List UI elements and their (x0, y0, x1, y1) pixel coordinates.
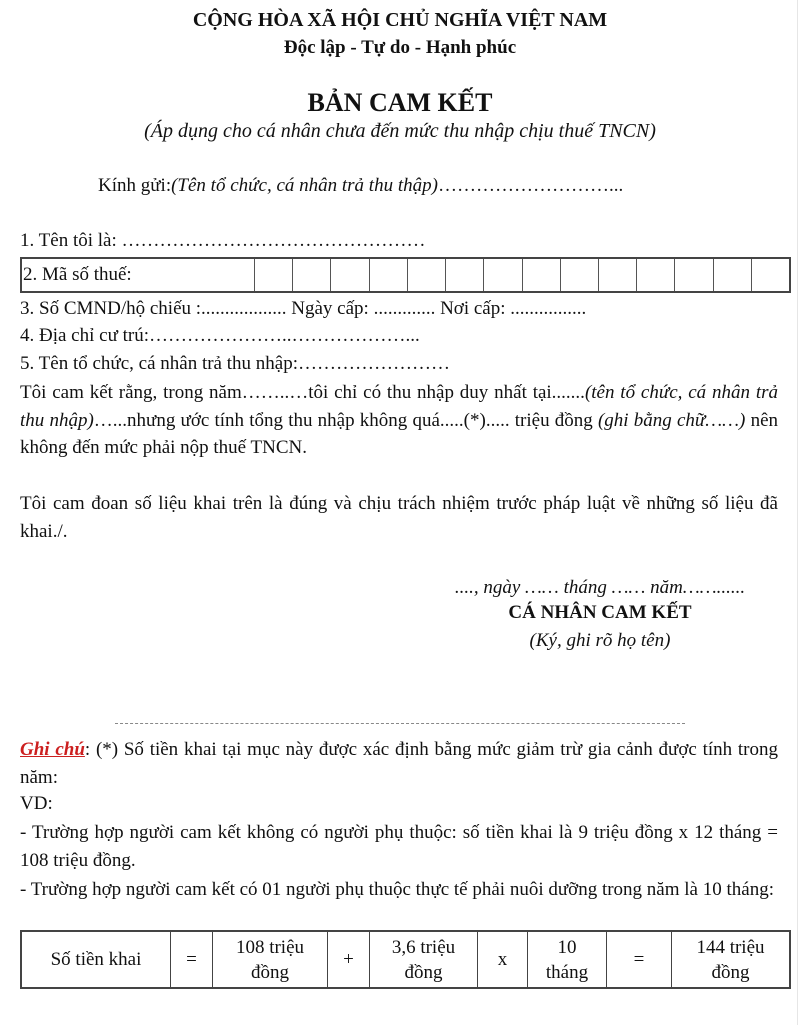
tax-code-label: 2. Mã số thuế: (22, 259, 255, 291)
tax-code-cell[interactable] (255, 259, 293, 291)
formula-cell: 3,6 triệu đồng (370, 931, 478, 988)
note-paragraph (20, 736, 778, 791)
recipient-dots[interactable]: ………………………... (437, 175, 624, 196)
name-field[interactable]: 1. Tên tôi là: ………………………………………… (20, 230, 426, 251)
tax-code-cell[interactable] (370, 259, 408, 291)
commitment-paragraph (20, 379, 778, 462)
tax-code-cell[interactable] (714, 259, 752, 291)
commitment-italic: (tên tổ chức, cá nhân trả thu nhập) (20, 382, 779, 431)
document-subtitle: (Áp dụng cho cá nhân chưa đến mức thu nhập chịu thuế TNCN) (144, 120, 656, 142)
tax-code-cell[interactable] (293, 259, 331, 291)
recipient-placeholder: (Tên tổ chức, cá nhân trả thu thập) (171, 175, 438, 196)
signature-note: (Ký, ghi rõ họ tên) (529, 630, 671, 651)
address-field[interactable]: 4. Địa chỉ cư trú:…………………..………………... (20, 325, 420, 346)
tax-code-cell[interactable] (331, 259, 369, 291)
formula-cell: 144 triệu đồng (672, 931, 791, 988)
recipient-line (98, 174, 623, 198)
motto-header: Độc lập - Tự do - Hạnh phúc (283, 37, 517, 58)
formula-cell: 108 triệu đồng (213, 931, 328, 988)
commitment-text: nên không đến mức phải nộp thuế TNCN. (20, 409, 778, 458)
tax-code-cell[interactable] (484, 259, 522, 291)
formula-cell: 10 tháng (528, 931, 607, 988)
signature-date: ...., ngày …… tháng …… năm……...... (454, 577, 746, 598)
commitment-italic: (ghi bằng chữ……) (597, 409, 746, 431)
recipient-label: Kính gửi: (98, 175, 172, 196)
tax-code-cell[interactable] (523, 259, 561, 291)
formula-cell: = (607, 931, 672, 988)
tax-code-box (20, 257, 791, 293)
note-label: Ghi chú (20, 739, 85, 760)
formula-cell: Số tiền khai (21, 931, 171, 988)
id-field[interactable]: 3. Số CMND/hộ chiếu :.................. Ngày cấp: ............. Nơi cấp: ................ (20, 298, 587, 319)
tax-code-cell[interactable] (675, 259, 713, 291)
document-title: BẢN CAM KẾT (307, 88, 493, 117)
example-label: VD: (20, 793, 53, 814)
nation-header: CỘNG HÒA XÃ HỘI CHỦ NGHĨA VIỆT NAM (192, 9, 608, 31)
signature-title: CÁ NHÂN CAM KẾT (508, 602, 692, 623)
example-2: - Trường hợp người cam kết có 01 người phụ thuộc thực tế phải nuôi dưỡng trong năm là 10 tháng: (20, 879, 774, 900)
example-1: - Trường hợp người cam kết không có người phụ thuộc: số tiền khai là 9 triệu đồng x 12 tháng = 108 triệu đồng. (20, 822, 778, 871)
tax-code-cell[interactable] (637, 259, 675, 291)
tax-code-cell[interactable] (599, 259, 637, 291)
note-text: : (*) Số tiền khai tại mục này được xác định bằng mức giảm trừ gia cảnh được tính trong năm: (20, 739, 778, 788)
page-edge (797, 0, 798, 1025)
tax-code-cell[interactable] (446, 259, 484, 291)
commitment-text: …...nhưng ước tính tổng thu nhập không quá.....(*)..... triệu đồng (93, 409, 598, 431)
separator-line (115, 723, 685, 724)
tax-code-cell[interactable] (408, 259, 446, 291)
tax-code-cell[interactable] (752, 259, 789, 291)
formula-cell: x (478, 931, 528, 988)
formula-cell: + (328, 931, 370, 988)
payer-field[interactable]: 5. Tên tổ chức, cá nhân trả thu nhập:…………………… (20, 353, 450, 374)
formula-cell: = (171, 931, 213, 988)
declaration-paragraph: Tôi cam đoan số liệu khai trên là đúng và chịu trách nhiệm trước pháp luật về những số liệu đã khai./. (20, 493, 778, 542)
formula-table (20, 930, 791, 989)
commitment-text: Tôi cam kết rằng, trong năm……..…tôi chỉ có thu nhập duy nhất tại....... (20, 382, 585, 403)
tax-code-cell[interactable] (561, 259, 599, 291)
formula-row (21, 931, 790, 988)
